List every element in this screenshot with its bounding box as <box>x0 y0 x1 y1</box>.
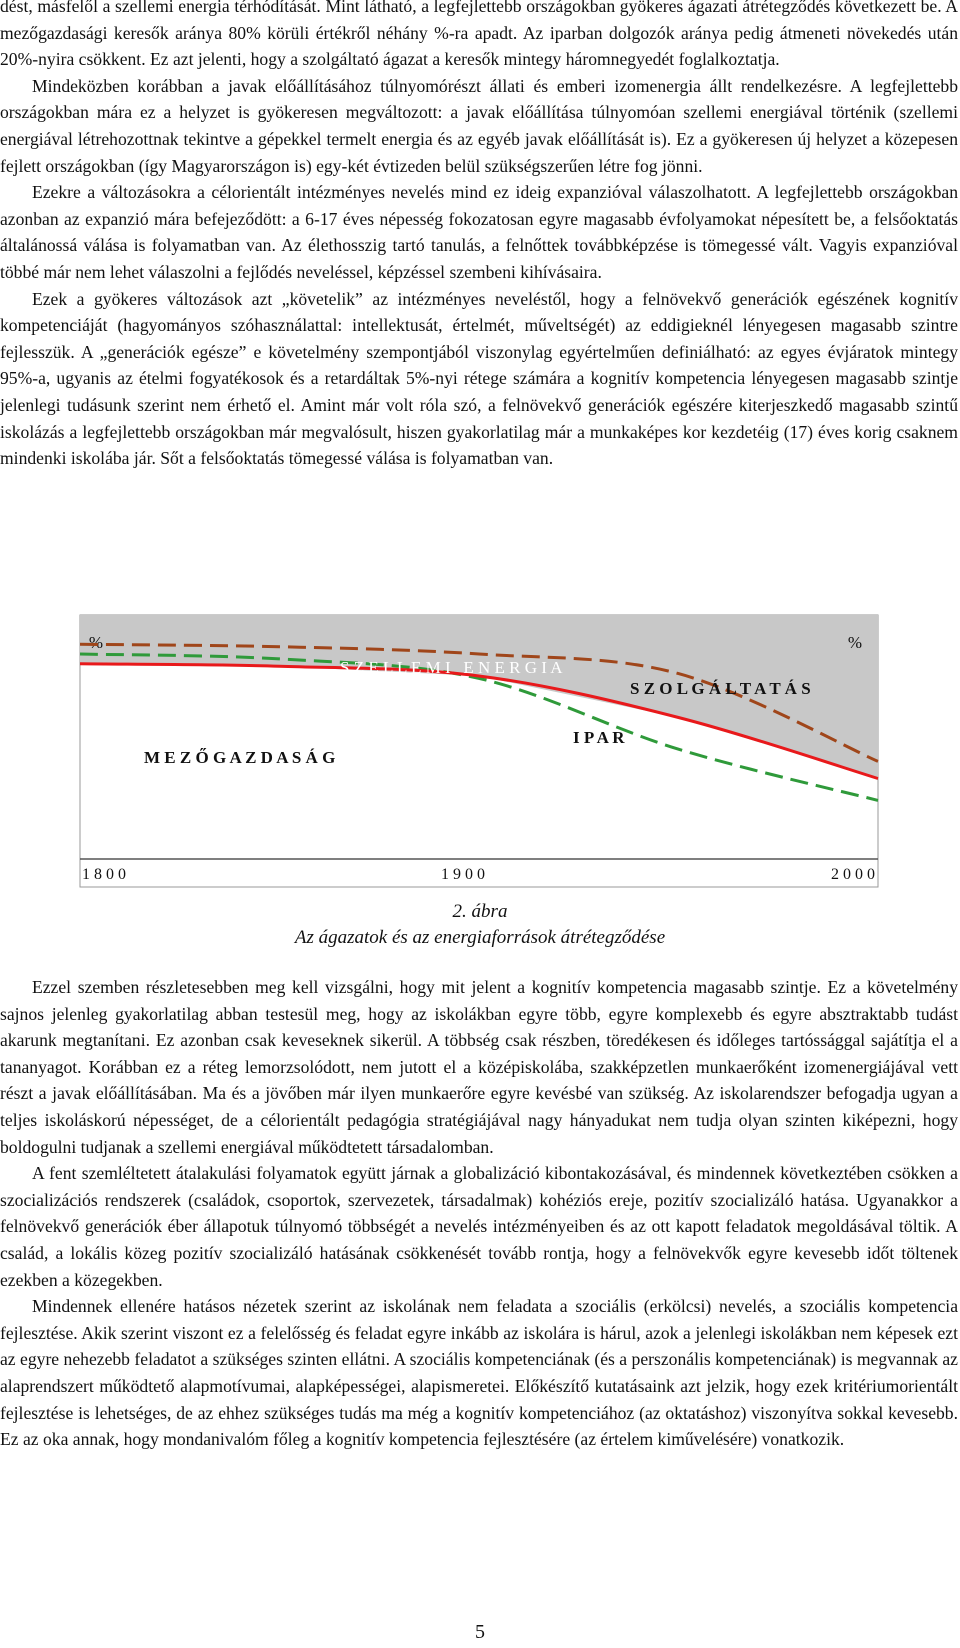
figure-title: Az ágazatok és az energiaforrások átrétegződése <box>294 927 666 948</box>
paragraph: Mindennek ellenére hatásos nézetek szerint az iskolának nem feladata a szociális (erkölcsi) nevelés, a szociális kompetencia fejlesztése. Akik szerint viszont ez a felelősség és feladat egyre inkább az iskolára is hárul, azok a jelenlegi iskolákban nem képesek ezt az egyre nehezebb feladatot a szükséges szinten ellátni. A szociális kompetenciának (és a perszonális kompetenciának) is megvannak az alaprendszert működtető alapmotívumai, alapképességei, alapismeretei. Előkészítő kutatásaink azt jelzik, hogy ezek kritériumorientált fejlesztése is lehetséges, de az ehhez szükséges tudás ma még a kognitív kompetenciához (az oktatáshoz) viszonyítva sokkal kevesebb. Ez az oka annak, hogy mondanivalóm főleg a kognitív kompetencia fejlesztésére (az értelem kiművelésére) vonatkozik. <box>0 1296 958 1450</box>
paragraph: Ezzel szemben részletesebben meg kell vizsgálni, hogy mit jelent a kognitív kompetencia magasabb szintje. Ez a követelmény sajnos jelenleg gyakorlatilag abban testesül meg, hogy az iskolákban egyre több, egyre komplexebb és egyre absztraktabb tudást akarunk megtanítani. Ez azonban csak keveseknek sikerül. A többség csak részben, töredékesen és időleges tartóssággal sajátítja el a tananyagot. Korábban ez a réteg lemorzsolódott, nem jutott el a középiskolába, szakképzetlen munkaerőként izomenergiájával vett részt a javak előállításában. Ma és a jövőben már ilyen munkaerőre egyre kevésbé van szükség. Az iskolarendszer befogadja ugyan a teljes iskoláskorú népességet, de a célorientált pedagógia stratégiájával nagy hányadukat nem tudja olyan szinten kiképezni, hogy boldogulni tudjanak a szellemi energiával működtetett társadalomban. <box>0 977 958 1157</box>
label-ipar: I P A R <box>573 728 625 747</box>
paragraph: dést, másfelől a szellemi energia térhódítását. Mint látható, a legfejlettebb országokban gyökeres ágazati átrétegződés következett be. A mezőgazdasági keresők aránya 80% körüli értékről néhány %-ra apadt. Az iparban dolgozók aránya pedig átmeneti növekedés után 20%-nyira csökkent. Ez azt jelenti, hogy a szolgáltató ágazat a keresők mintegy háromnegyedét foglalkoztatja. <box>0 0 958 70</box>
x-tick-2000: 2 0 0 0 <box>831 866 875 883</box>
x-tick-1800: 1 8 0 0 <box>82 866 126 883</box>
paragraph: Ezek a gyökeres változások azt „követelik” az intézményes neveléstől, hogy a felnövekvő generációk egészének kognitív kompetenciáját (hagyományos szóhasználattal: intellektusát, értelmét, műveltségét) az eddigieknél lényegesen magasabb szintre fejlesszük. A „generációk egésze” e követelmény szempontjából viszonylag egyértelműen definiálható: az egyes évjáratok mintegy 95%-a, ugyanis az ételmi fogyatékosok és a retardáltak 5%-nyi rétege számára a kognitív kompetencia lényegesen magasabb szintje jelenlegi tudásunk szerint nem érhető el. Amint már volt róla szó, a felnövekvő generációk egészére kiterjeszkedő magasabb szintű iskolázás a legfejlettebb országokban már megvalósult, hiszen gyakorlatilag már a munkaképes kor kezdetéig (17) éves korig csaknem mindenki iskolába jár. Sőt a felsőoktatás tömegessé válása is folyamatban van. <box>0 288 958 469</box>
paragraph: Ezekre a változásokra a célorientált intézményes nevelés mind ez ideig expanzióval válaszolhatott. A legfejlettebb országokban azonban az expanzió mára befejeződött: a 6-17 éves népesség fokozatosan egyre magasabb évfolyamokat népesített be, a felsőoktatás általánossá válása is folyamatban van. Az élethosszig tartó tanulás, a felnőttek továbbképzése is tömegessé vált. Vagyis expanzióval többé már nem lehet válaszolni a fejlődés neveléssel, képzéssel szembeni kihívásaira. <box>0 182 958 282</box>
label-mezogazdasag: M E Z Ő G A Z D A S Á G <box>144 748 336 767</box>
label-szellemi-energia: S Z E L L E M I E N E R G I A <box>340 658 563 677</box>
paragraph: A fent szemléltetett átalakulási folyamatok együtt járnak a globalizáció kibontakozásával, és mindennek következtében csökken a szocializációs rendszerek (családok, csoportok, szervezetek, társadalmak) kohéziós ereje, pozitív szocializáló hatása. Ugyanakkor a felnövekvő generációk éber állapotuk túlnyomó többségét a nevelés intézményeiben és az ott kapott feladatok megoldásával töltik. A család, a lokális közeg pozitív szocializáló hatásának csökkenését tovább rontja, hogy a felnövekvők egyre kevesebb időt töltenek ezekben a közegekben. <box>0 1163 958 1290</box>
label-szolgaltatas: S Z O L G Á L T A T Á S <box>630 679 811 698</box>
paragraph: Mindeközben korábban a javak előállításához túlnyomórészt állati és emberi izomenergia állt rendelkezésre. A legfejlettebb országokban mára ez a helyzet is gyökeresen megváltozott: a javak előállítása túlnyomóan szellemi energiával történik (szellemi energiával létrehozottnak tekintve a gépekkel termelt energia és az egyéb javak előállítását is). Ez a gyökeresen új helyzet a közepesen fejlett országokban (így Magyarországon is) egy-két évtizeden belül szükségszerűen létre fog jönni. <box>0 75 958 176</box>
figure-number: 2. ábra <box>452 901 508 922</box>
y-unit-left: % <box>88 633 104 652</box>
label-izomenergia: Á L L A T I É S E M B E R I I Z O M E N E R G I A <box>237 824 624 843</box>
text-block-lower <box>0 974 958 1453</box>
page-number: 5 <box>475 1621 485 1643</box>
x-tick-1900: 1 9 0 0 <box>441 866 485 883</box>
y-unit-right: % <box>847 633 863 652</box>
